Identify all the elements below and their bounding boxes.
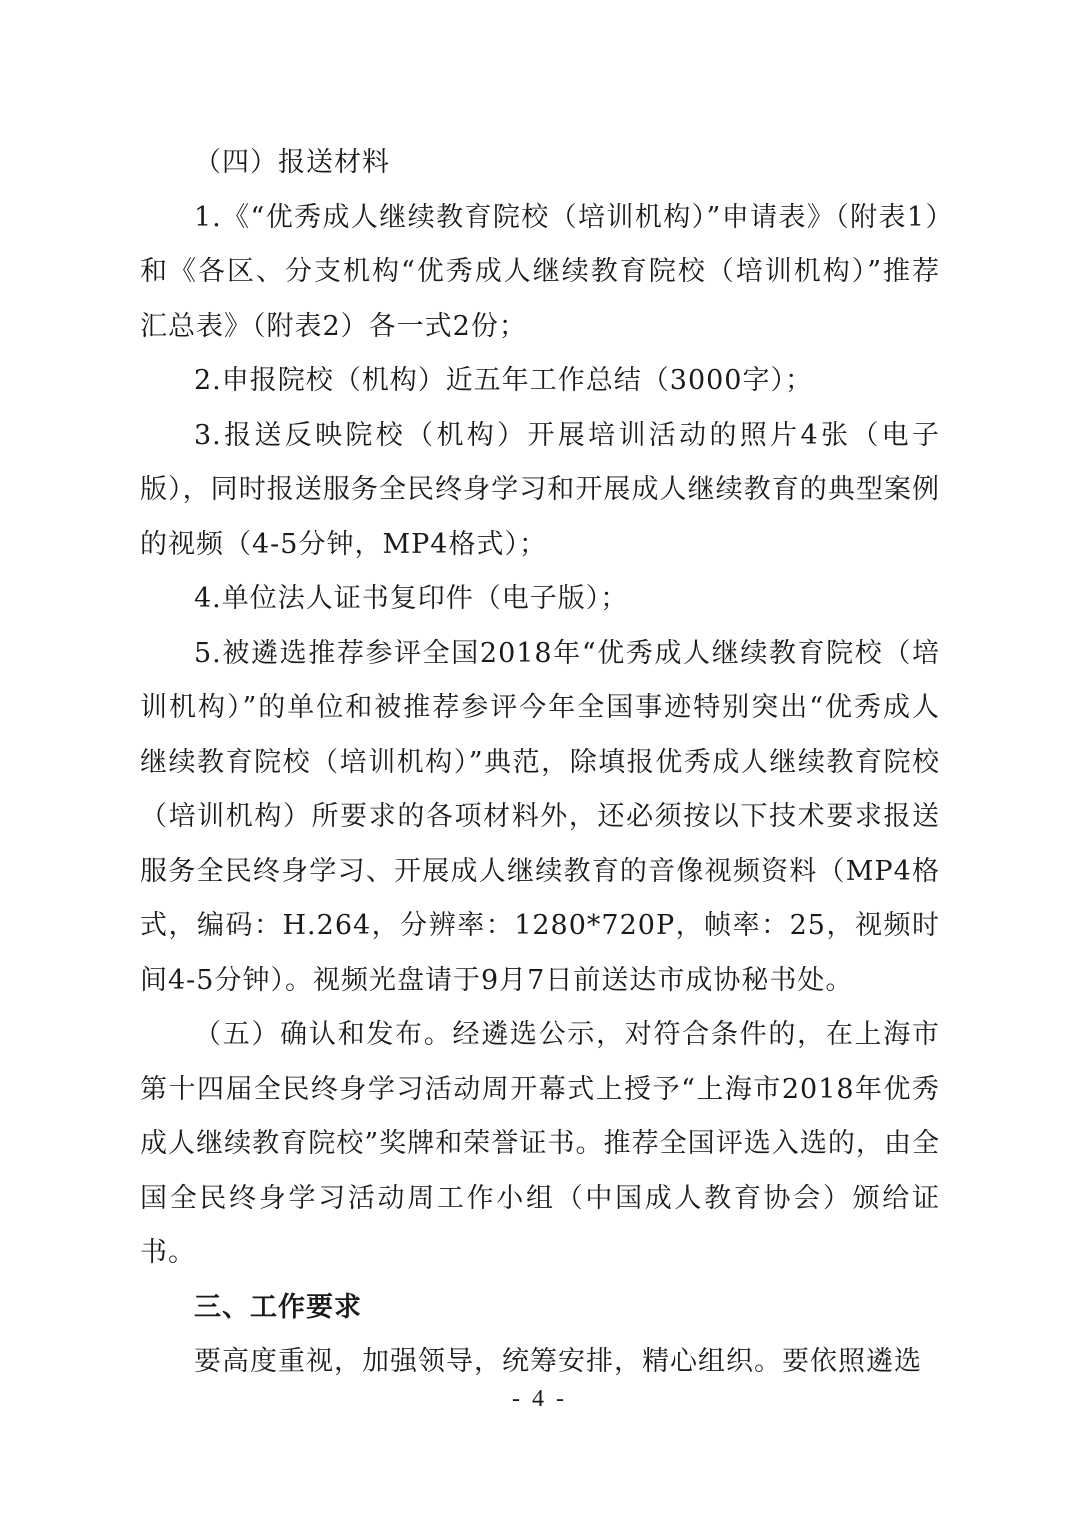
body-work-requirements: 要高度重视，加强领导，统筹安排，精心组织。要依照遴选 (194, 1346, 922, 1377)
item-photos-and-video: 3.报送反映院校（机构）开展培训活动的照片4张（电子版），同时报送服务全民终身学习和开展成人继续教育的典型案例的视频（4-5分钟，MP4格式）； (140, 419, 940, 560)
item-application-forms: 1.《“优秀成人继续教育院校（培训机构）”申请表》（附表1）和《各区、分支机构“优秀成人继续教育院校（培训机构）”推荐汇总表》（附表2）各一式2份； (140, 201, 940, 342)
subheading-confirmation-and-release: （五）确认和发布。经遴选公示，对符合条件的，在上海市第十四届全民终身学习活动周开幕式上授予“上海市2018年优秀成人继续教育院校”奖牌和荣誉证书。推荐全国评选入选的，由全国全民终身学习活动周工作小组（中国成人教育协会）颁给证书。 (140, 1019, 940, 1268)
item-national-recommendation: 5.被遴选推荐参评全国2018年“优秀成人继续教育院校（培训机构）”的单位和被推荐参评今年全国事迹特别突出“优秀成人继续教育院校（培训机构）”典范，除填报优秀成人继续教育院校（培训机构）所要求的各项材料外，还必须按以下技术要求报送服务全民终身学习、开展成人继续教育的音像视频资料（MP4格式，编码：H.264，分辨率：1280*720P，帧率：25，视频时间4-5分钟）。视频光盘请于9月7日前送达市成协秘书处。 (140, 637, 940, 996)
subheading-report-materials: （四）报送材料 (194, 147, 390, 178)
document-page (140, 136, 940, 1390)
item-work-summary: 2.申报院校（机构）近五年工作总结（3000字）； (194, 365, 813, 396)
section-heading-work-requirements: 三、工作要求 (194, 1291, 362, 1323)
page-number: - 4 - (512, 1386, 567, 1412)
item-legal-certificate: 4.单位法人证书复印件（电子版）； (194, 583, 629, 614)
